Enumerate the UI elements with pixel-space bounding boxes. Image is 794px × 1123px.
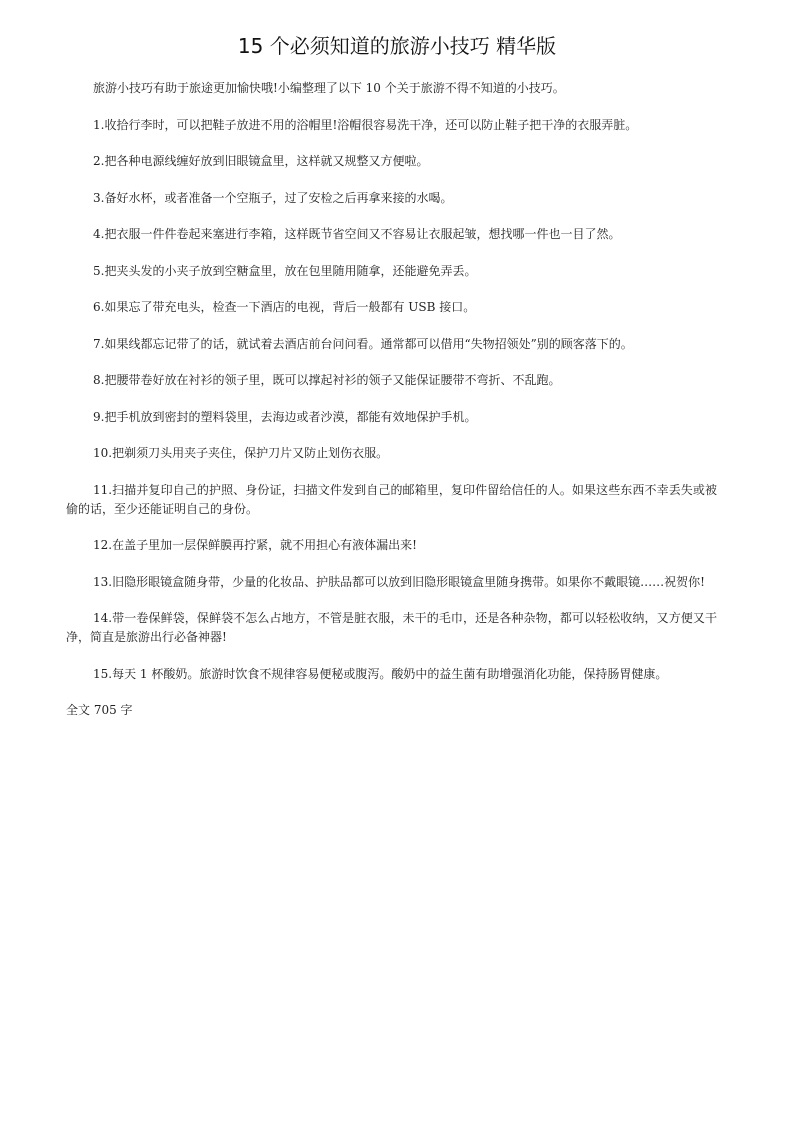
tip-paragraph-12: 12.在盖子里加一层保鲜膜再拧紧，就不用担心有液体漏出来! <box>93 538 417 552</box>
intro-paragraph: 旅游小技巧有助于旅途更加愉快哦!小编整理了以下 10 个关于旅游不得不知道的小技巧。 <box>93 81 565 95</box>
tip-paragraph-3: 3.备好水杯，或者准备一个空瓶子，过了安检之后再拿来接的水喝。 <box>93 190 453 205</box>
document-title: 15 个必须知道的旅游小技巧 精华版 <box>237 34 557 58</box>
tip-paragraph-5: 5.把夹头发的小夹子放到空糖盒里，放在包里随用随拿，还能避免弄丢。 <box>93 263 477 278</box>
tip-paragraph-2: 2.把各种电源线缠好放到旧眼镜盒里，这样就又规整又方便啦。 <box>93 154 429 168</box>
tip-paragraph-10: 10.把剃须刀头用夹子夹住，保护刀片又防止划伤衣服。 <box>93 446 389 460</box>
word-count: 全文 705 字 <box>66 703 133 717</box>
tip-paragraph-14: 14.带一卷保鲜袋，保鲜袋不怎么占地方，不管是脏衣服，未干的毛巾，还是各种杂物，都可以轻松收纳，又方便又干净，简直是旅游出行必备神器! <box>66 611 717 644</box>
tip-paragraph-8: 8.把腰带卷好放在衬衫的领子里，既可以撑起衬衫的领子又能保证腰带不弯折、不乱跑。 <box>93 373 561 387</box>
tip-paragraph-11: 11.扫描并复印自己的护照、身份证，扫描文件发到自己的邮箱里，复印件留给信任的人。如果这些东西不幸丢失或被偷的话，至少还能证明自己的身份。 <box>66 482 717 516</box>
tip-paragraph-1: 1.收拾行李时，可以把鞋子放进不用的浴帽里!浴帽很容易洗干净，还可以防止鞋子把干净的衣服弄脏。 <box>93 117 638 132</box>
tip-paragraph-15: 15.每天 1 杯酸奶。旅游时饮食不规律容易便秘或腹泻。酸奶中的益生菌有助增强消化功能，保持肠胃健康。 <box>93 666 668 681</box>
tip-paragraph-13: 13.旧隐形眼镜盒随身带，少量的化妆品、护肤品都可以放到旧隐形眼镜盒里随身携带。如果你不戴眼镜……祝贺你! <box>93 574 705 589</box>
document-body <box>66 79 717 720</box>
tip-paragraph-4: 4.把衣服一件件卷起来塞进行李箱，这样既节省空间又不容易让衣服起皱，想找哪一件也一目了然。 <box>93 227 621 241</box>
tip-paragraph-9: 9.把手机放到密封的塑料袋里，去海边或者沙漠，都能有效地保护手机。 <box>93 409 477 424</box>
tip-paragraph-7: 7.如果线都忘记带了的话，就试着去酒店前台问问看。通常都可以借用“失物招领处”别的顾客落下的。 <box>93 336 633 351</box>
tip-paragraph-6: 6.如果忘了带充电头，检查一下酒店的电视，背后一般都有 USB 接口。 <box>93 300 476 314</box>
